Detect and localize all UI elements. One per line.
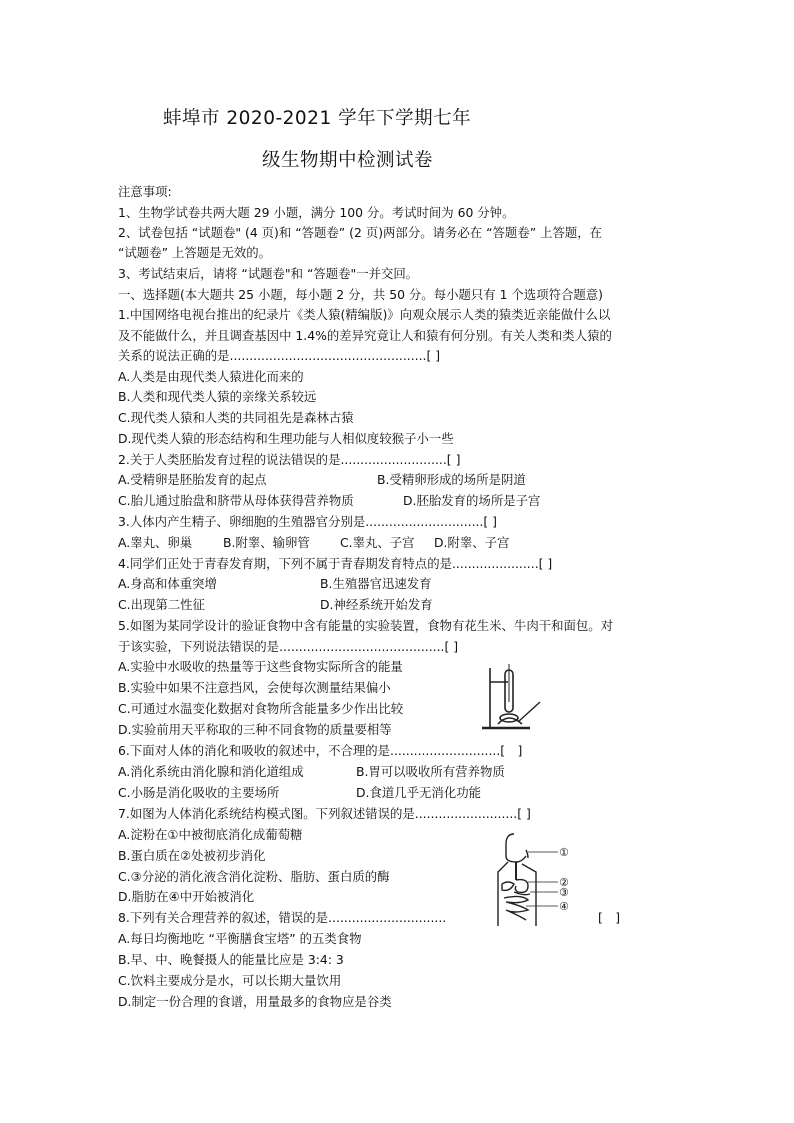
- q6-option-c: C.小肠是消化吸收的主要场所: [118, 785, 280, 800]
- q6-option-d: D.食道几乎无消化功能: [356, 785, 481, 800]
- q7-option-c: C.③分泌的消化液含消化淀粉、脂肪、蛋白质的酶: [118, 869, 390, 884]
- q4-option-d: D.神经系统开始发育: [320, 597, 433, 612]
- q8-option-c: C.饮料主要成分是水，可以长期大量饮用: [118, 973, 342, 988]
- small-intestine: [504, 896, 528, 920]
- q5-option-a: A.实验中水吸收的热量等于这些食物实际所含的能量: [118, 659, 403, 674]
- q5-option-b: B.实验中如果不注意挡风，会使每次测量结果偏小: [118, 680, 391, 695]
- q5-option-d: D.实验前用天平称取的三种不同食物的质量要相等: [118, 722, 392, 737]
- q4-stem: 4.同学们正处于青春发育期，下列不属于青春期发育特点的是......................[ ]: [118, 556, 553, 571]
- q1-option-c: C.现代类人猿和人类的共同祖先是森林古猿: [118, 410, 354, 425]
- food-energy-apparatus-figure: [478, 662, 548, 734]
- q7-stem: 7.如图为人体消化系统结构模式图。下列叙述错误的是..........................[ ]: [118, 806, 531, 821]
- head-outline: [506, 834, 526, 862]
- q3-option-d: D.附睾、子宫: [434, 535, 510, 550]
- note-2b: “试题卷” 上答题是无效的。: [118, 245, 272, 260]
- q7-option-b: B.蛋白质在②处被初步消化: [118, 848, 266, 863]
- q8-option-b: B.早、中、晚餐摄人的能量比应是 3:4: 3: [118, 952, 344, 967]
- label-3: ③: [559, 886, 569, 899]
- page-title-line1: 蚌埠市 2020-2021 学年下学期七年: [163, 108, 472, 129]
- q2-stem: 2.关于人类胚胎发育过程的说法错误的是...........................[ ]: [118, 452, 461, 467]
- note-1: 1、生物学试卷共两大题 29 小题，满分 100 分。考试时间为 60 分钟。: [118, 205, 515, 220]
- notes-heading: 注意事项:: [118, 184, 172, 199]
- liver: [502, 882, 514, 890]
- q2-option-d: D.胚胎发育的场所是子宫: [403, 493, 541, 508]
- q2-option-c: C.胎儿通过胎盘和脐带从母体获得营养物质: [118, 493, 354, 508]
- q3-stem: 3.人体内产生精子、卵细胞的生殖器官分别是..............................[ ]: [118, 514, 498, 529]
- q4-option-c: C.出现第二性征: [118, 597, 205, 612]
- note-3: 3、考试结束后，请将 “试题卷"和 “答题卷"一并交回。: [118, 266, 419, 281]
- section-1-heading: 一、选择题(本大题共 25 小题，每小题 2 分，共 50 分。每小题只有 1 个选项符合题意): [118, 287, 603, 302]
- q6-option-b: B.胃可以吸收所有营养物质: [356, 764, 505, 779]
- note-2a: 2、试卷包括 “试题卷" (4 页)和 “答题卷” (2 页)两部分。请务必在 “答题卷” 上答题，在: [118, 225, 603, 240]
- q7-option-d: D.脂肪在④中开始被消化: [118, 889, 255, 904]
- digestive-system-figure: [492, 828, 582, 928]
- needle-holder: [518, 702, 540, 722]
- q3-option-a: A.睾丸、卵巢: [118, 535, 193, 550]
- q4-option-b: B.生殖器官迅速发育: [320, 576, 432, 591]
- q4-option-a: A.身高和体重突增: [118, 576, 217, 591]
- q1-option-a: A.人类是由现代类人猿进化而来的: [118, 369, 304, 384]
- q8-option-a: A.每日均衡地吃 “平衡膳食宝塔” 的五类食物: [118, 931, 362, 946]
- q1-option-d: D.现代类人猿的形态结构和生理功能与人相似度较猴子小一些: [118, 431, 454, 446]
- label-1: ①: [559, 846, 569, 859]
- q5-stem-1: 5.如图为某同学设计的验证食物中含有能量的实验装置，食物有花生米、牛肉干和面包。对: [118, 618, 614, 633]
- q2-option-b: B.受精卵形成的场所是阴道: [377, 472, 526, 487]
- q8-bracket: [ ]: [598, 910, 621, 925]
- q3-option-b: B.附睾、输卵管: [223, 535, 310, 550]
- label-4: ④: [559, 900, 569, 913]
- page-title-line2: 级生物期中检测试卷: [262, 150, 434, 171]
- q5-option-c: C.可通过水温变化数据对食物所含能量多少作出比较: [118, 701, 404, 716]
- stomach: [515, 880, 528, 893]
- q2-option-a: A.受精卵是胚胎发育的起点: [118, 472, 267, 487]
- torso-left: [498, 862, 508, 926]
- q1-stem-3: 关系的说法正确的是..................................................[ ]: [118, 348, 441, 363]
- q1-option-b: B.人类和现代类人猿的亲缘关系较远: [118, 389, 317, 404]
- q6-stem: 6.下面对人体的消化和吸收的叙述中，不合理的是............................[ ]: [118, 743, 523, 758]
- q1-stem-2: 及不能做什么，并且调查基因中 1.4%的差异究竟让人和猿有何分别。有关人类和类人猿的: [118, 328, 612, 343]
- q8-stem: 8.下列有关合理营养的叙述，错误的是..............................: [118, 910, 447, 925]
- q5-stem-2: 于该实验，下列说法错误的是..........................................[ ]: [118, 639, 459, 654]
- q3-option-c: C.睾丸、子宫: [340, 535, 415, 550]
- q6-option-a: A.消化系统由消化腺和消化道组成: [118, 764, 304, 779]
- q8-option-d: D.制定一份合理的食谱，用量最多的食物应是谷类: [118, 994, 392, 1009]
- q1-stem-1: 1.中国网络电视台推出的纪录片《类人猿(精编版)》向观众展示人类的猿类近亲能做什么以: [118, 307, 611, 322]
- label-2: ②: [559, 876, 569, 889]
- q7-option-a: A.淀粉在①中被彻底消化成葡萄糖: [118, 827, 303, 842]
